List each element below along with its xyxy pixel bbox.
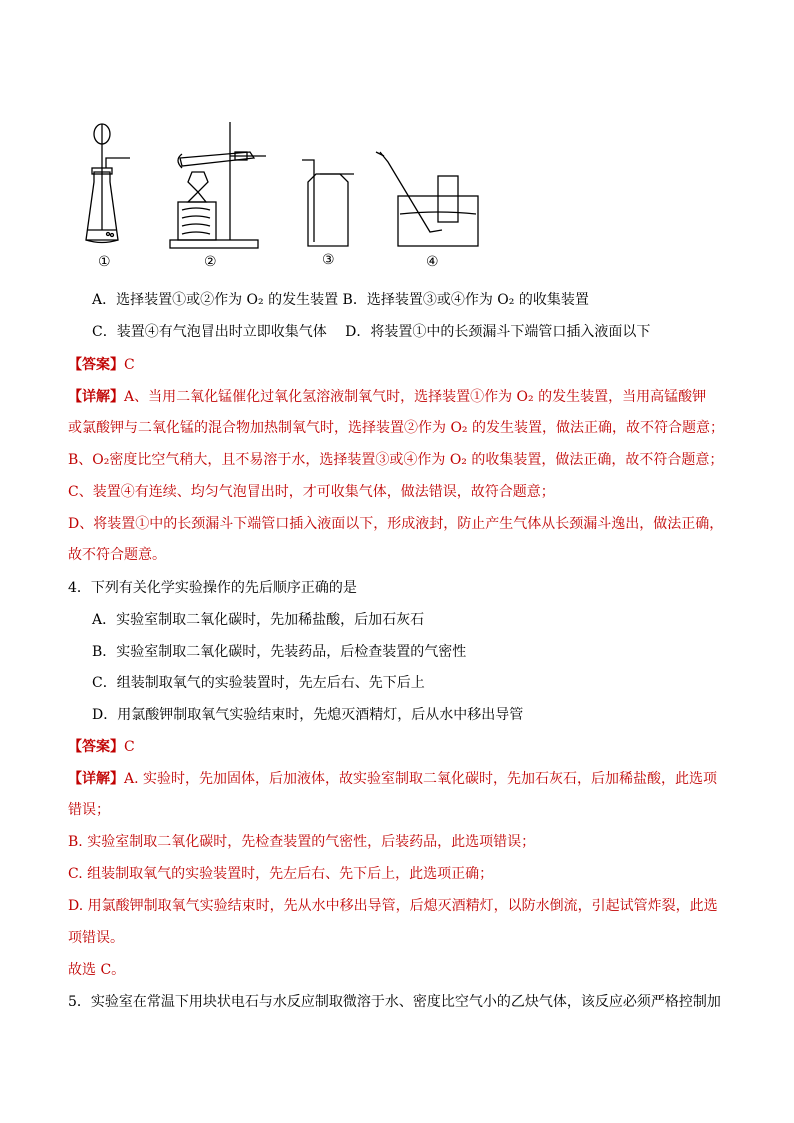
answer-tag: 【答案】: [68, 357, 124, 373]
q4-option-c: C．组装制取氧气的实验装置时，先左后右、先下后上: [92, 675, 425, 691]
q3-detail-line-5: D、将装置①中的长颈漏斗下端管口插入液面以下，形成液封，防止产生气体从长颈漏斗逸出，做法正确，: [68, 516, 724, 532]
q3-detail-line-2: 或氯酸钾与二氧化锰的混合物加热制氧气时，选择装置②作为 O₂ 的发生装置，做法正确，故不符合题意；: [68, 420, 724, 436]
apparatus-3-bottle: [302, 160, 354, 246]
q3-option-cd: C．装置④有气泡冒出时立即收集气体 D．将装置①中的长颈漏斗下端管口插入液面以下: [92, 324, 651, 340]
detail-text: A、当用二氧化锰催化过氧化氢溶液制氧气时，选择装置①作为 O₂ 的发生装置，当用高锰酸钾: [124, 389, 707, 405]
q4-option-a: A．实验室制取二氧化碳时，先加稀盐酸，后加石灰石: [92, 612, 425, 628]
q3-answer: [68, 355, 135, 375]
q4-option-b: B．实验室制取二氧化碳时，先装药品，后检查装置的气密性: [92, 644, 467, 660]
q4-stem: 4．下列有关化学实验操作的先后顺序正确的是: [68, 580, 357, 596]
q3-detail-line-3: B、O₂密度比空气稍大，且不易溶于水，选择装置③或④作为 O₂ 的收集装置，做法正确，故不符合题意；: [68, 452, 724, 468]
q4-detail-line-2: 错误；: [68, 802, 110, 818]
answer-value: C: [124, 739, 135, 755]
q3-detail-line-1: [68, 387, 706, 407]
q4-detail-line-4: C. 组装制取氧气的实验装置时，先左后右、先下后上，此选项正确；: [68, 866, 494, 882]
q5-stem: 5．实验室在常温下用块状电石与水反应制取微溶于水、密度比空气小的乙炔气体，该反应必须严格控制加: [68, 994, 721, 1010]
q4-detail-line-3: B. 实验室制取二氧化碳时，先检查装置的气密性，后装药品，此选项错误；: [68, 834, 536, 850]
figure-label-4: ④: [426, 254, 439, 270]
figure-label-3: ③: [322, 252, 335, 268]
detail-tag: 【详解】: [68, 389, 124, 405]
detail-text: A. 实验时，先加固体，后加液体，故实验室制取二氧化碳时，先加石灰石，后加稀盐酸，此选项: [124, 771, 718, 787]
figure-label-1: ①: [98, 254, 111, 270]
q4-detail-line-6: 项错误。: [68, 930, 124, 946]
q3-option-ab: A．选择装置①或②作为 O₂ 的发生装置 B．选择装置③或④作为 O₂ 的收集装置: [92, 292, 589, 308]
q3-detail-line-4: C、装置④有连续、均匀气泡冒出时，才可收集气体，做法错误，故符合题意；: [68, 484, 555, 500]
answer-value: C: [124, 357, 135, 373]
apparatus-4-trough: [376, 152, 478, 246]
q4-detail-line-1: [68, 769, 717, 789]
detail-tag: 【详解】: [68, 771, 124, 787]
apparatus-2-heating: [170, 122, 266, 248]
q4-detail-line-5: D. 用氯酸钾制取氧气实验结束时，先从水中移出导管，后熄灭酒精灯，以防水倒流，引起试管炸裂，此选: [68, 898, 718, 914]
q3-detail-line-6: 故不符合题意。: [68, 547, 166, 563]
q4-conclusion: 故选 C。: [68, 962, 126, 978]
apparatus-figure: [70, 112, 490, 272]
apparatus-drawing: [70, 112, 490, 272]
q4-option-d: D．用氯酸钾制取氧气实验结束时，先熄灭酒精灯，后从水中移出导管: [92, 707, 524, 723]
answer-tag: 【答案】: [68, 739, 124, 755]
q4-answer: [68, 737, 135, 757]
figure-label-2: ②: [204, 254, 217, 270]
apparatus-1-flask: [86, 124, 130, 243]
